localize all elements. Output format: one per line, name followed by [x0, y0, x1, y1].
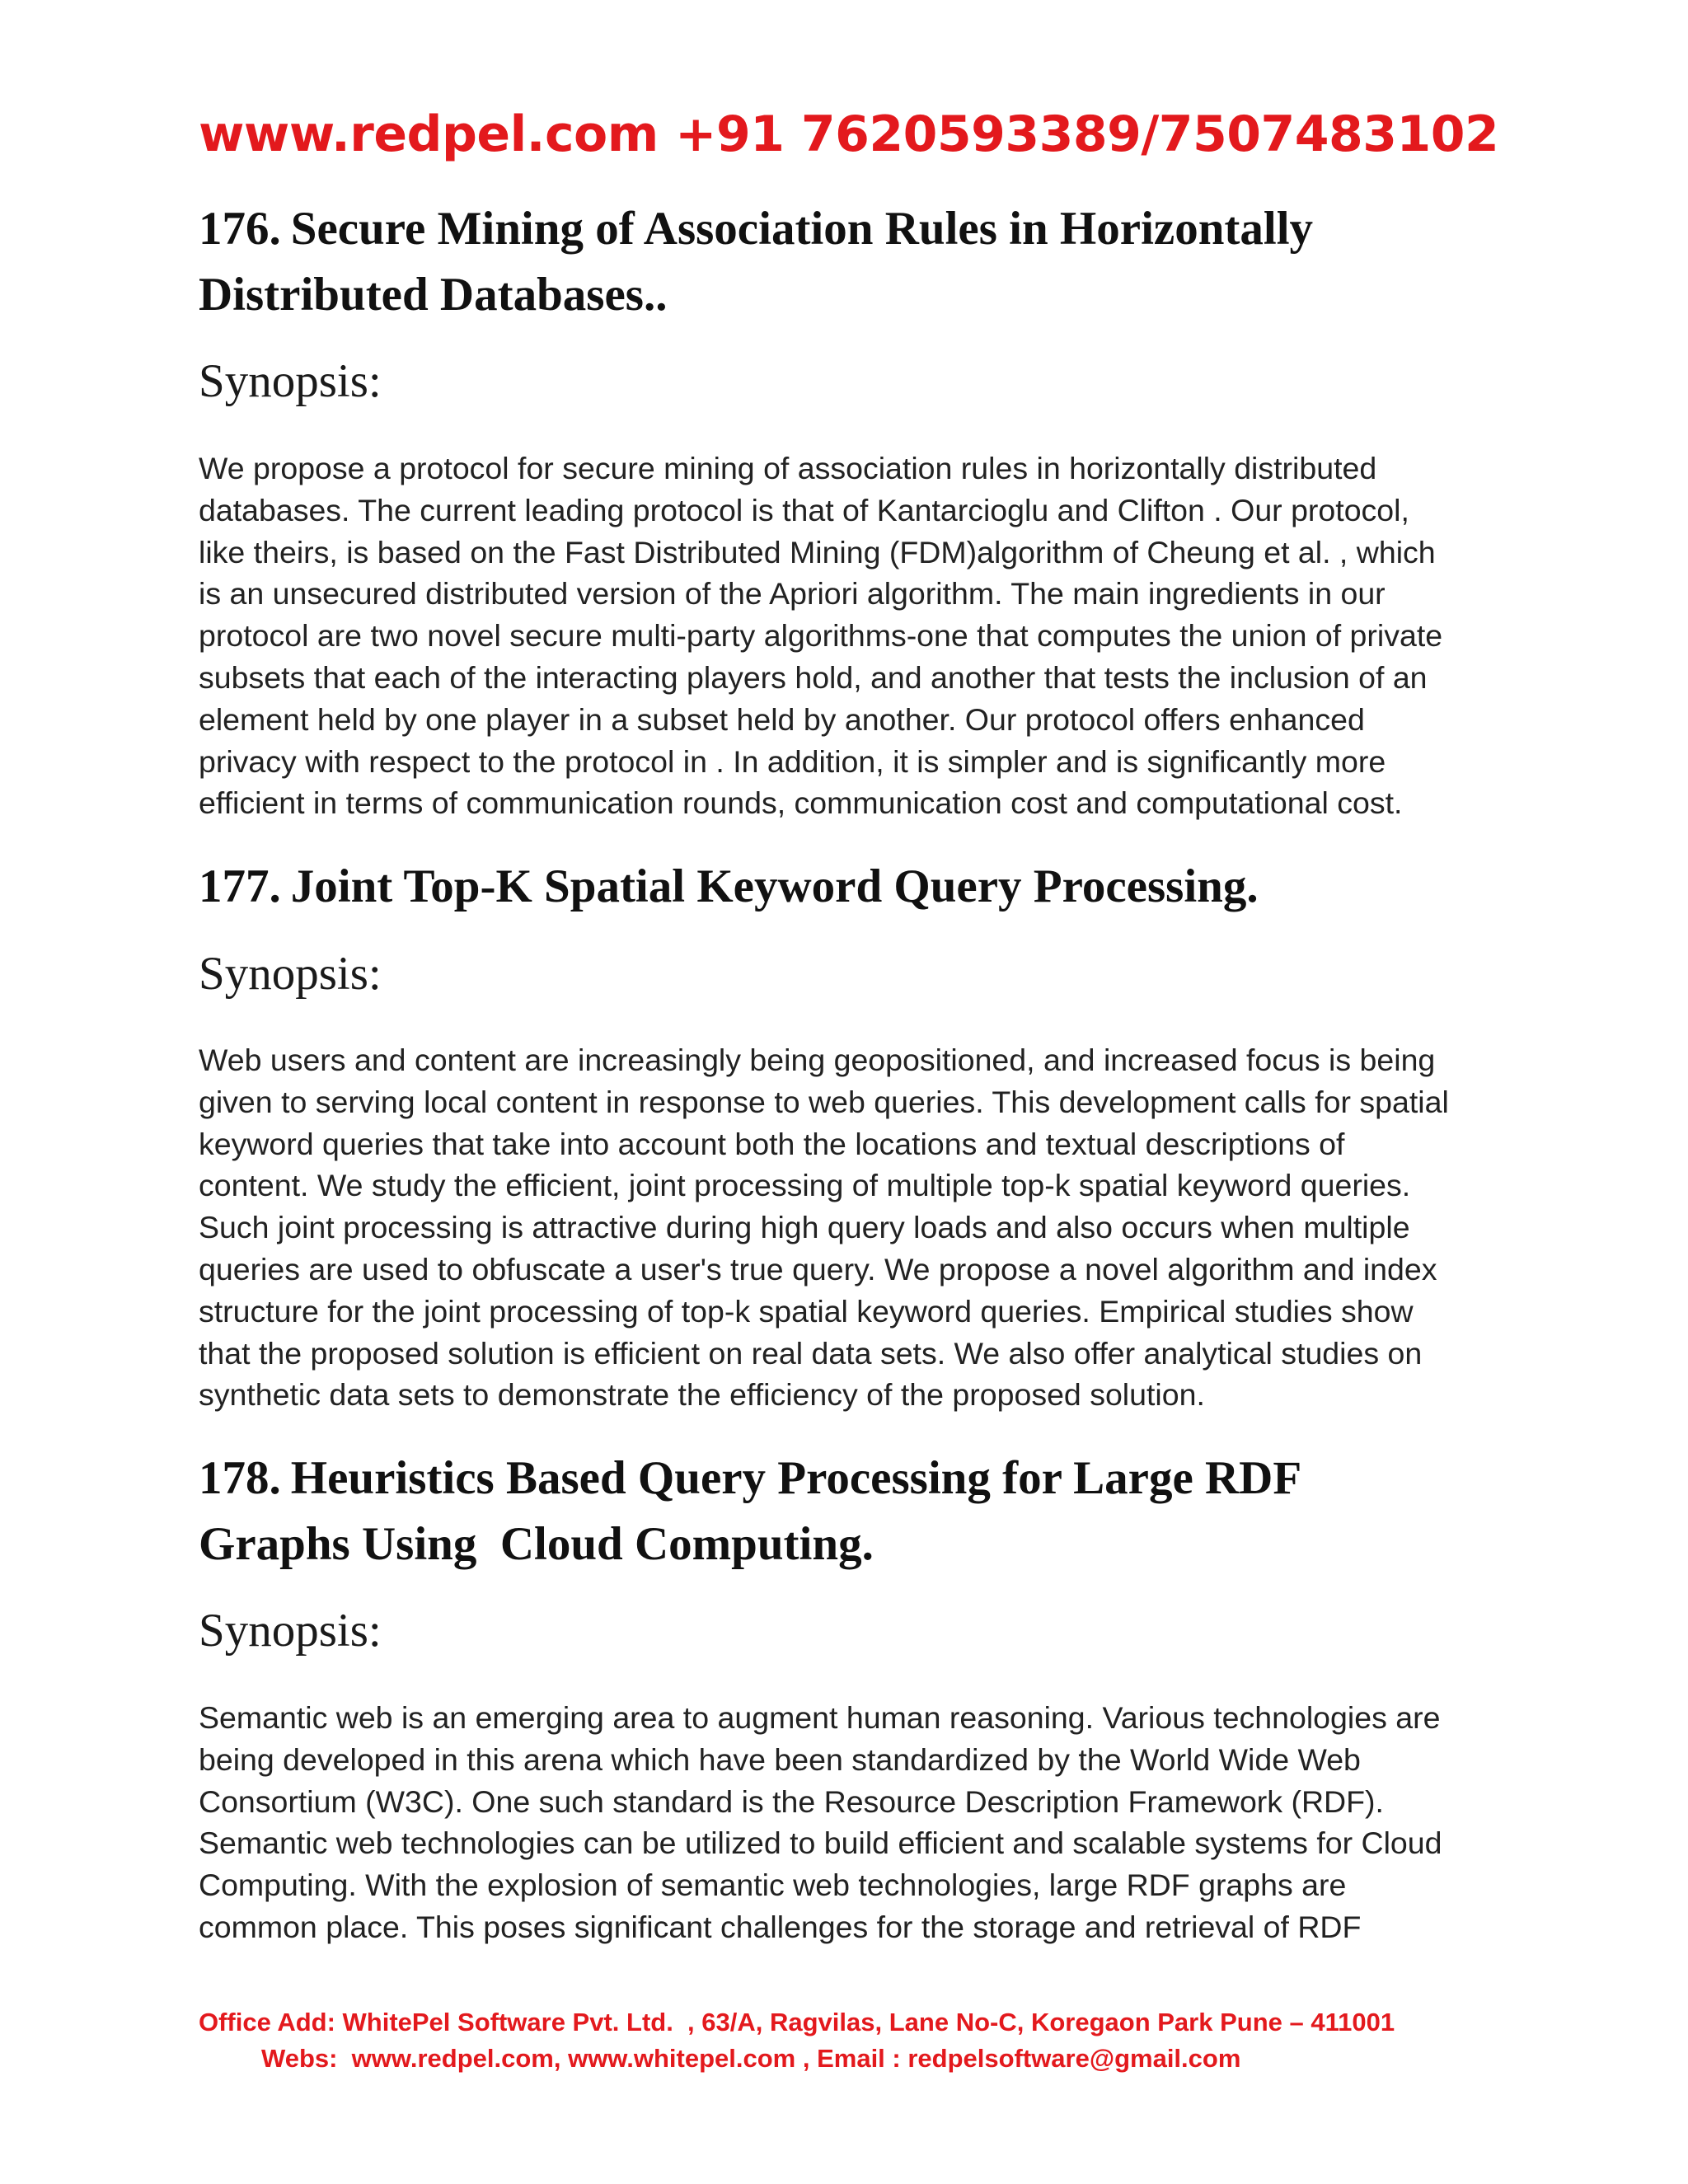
body-line: that the proposed solution is efficient on real data sets. We also offer analytical studies on [199, 1335, 1423, 1371]
section-number: 177. [199, 860, 281, 912]
body-line: privacy with respect to the protocol in . In addition, it is simpler and is significantly more [199, 743, 1386, 779]
body-line: content. We study the efficient, joint processing of multiple top-k spatial keyword queries. [199, 1168, 1411, 1203]
section-number: 176. [199, 203, 281, 255]
synopsis-body-177 [199, 1039, 1493, 1416]
body-line: Semantic web technologies can be utilized to build efficient and scalable systems for Cloud [199, 1825, 1442, 1861]
body-line: being developed in this arena which have been standardized by the World Wide Web [199, 1741, 1361, 1777]
body-line: synthetic data sets to demonstrate the efficiency of the proposed solution. [199, 1377, 1205, 1413]
body-line: queries are used to obfuscate a user's true query. We propose a novel algorithm and index [199, 1251, 1437, 1286]
synopsis-label: Synopsis: [199, 355, 382, 407]
body-line: Computing. With the explosion of semantic web technologies, large RDF graphs are [199, 1868, 1347, 1903]
section-title-177 [199, 854, 1484, 920]
body-line: given to serving local content in response to web queries. This development calls for spatial [199, 1084, 1449, 1119]
body-line: structure for the joint processing of top-k spatial keyword queries. Empirical studies show [199, 1293, 1414, 1329]
section-title-176 [199, 196, 1484, 328]
body-line: Consortium (W3C). One such standard is the Resource Description Framework (RDF). [199, 1783, 1384, 1819]
body-line: common place. This poses significant challenges for the storage and retrieval of RDF [199, 1909, 1362, 1944]
title-line: 178. Heuristics Based Query Processing for Large RDF [199, 1452, 1302, 1504]
body-line: protocol are two novel secure multi-party algorithms-one that computes the union of private [199, 618, 1443, 654]
body-line: keyword queries that take into account both the locations and textual descriptions of [199, 1126, 1345, 1161]
synopsis-body-176 [199, 448, 1493, 824]
body-line: is an unsecured distributed version of the Apriori algorithm. The main ingredients in our [199, 576, 1386, 612]
body-line: element held by one player in a subset held by another. Our protocol offers enhanced [199, 701, 1365, 737]
synopsis-body-178 [199, 1697, 1493, 1948]
footer-websites-email: Webs: www.redpel.com, www.whitepel.com , Email : redpelsoftware@gmail.com [261, 2044, 1241, 2073]
section-title-178 [199, 1446, 1484, 1577]
body-line: subsets that each of the interacting players hold, and another that tests the inclusion of an [199, 659, 1428, 695]
body-line: Semantic web is an emerging area to augment human reasoning. Various technologies are [199, 1700, 1441, 1735]
title-line: Distributed Databases.. [199, 269, 668, 321]
body-line: databases. The current leading protocol is that of Kantarcioglu and Clifton . Our protocol, [199, 492, 1409, 527]
footer-address: Office Add: WhitePel Software Pvt. Ltd. , 63/A, Ragvilas, Lane No-C, Koregaon Park Pune – 411001 [199, 2008, 1395, 2036]
title-line: 177. Joint Top-K Spatial Keyword Query Processing. [199, 860, 1259, 912]
title-line: Graphs Using Cloud Computing. [199, 1518, 874, 1570]
header-contact: www.redpel.com +91 7620593389/7507483102 [199, 105, 1499, 163]
synopsis-label: Synopsis: [199, 1605, 382, 1657]
body-line: Web users and content are increasingly being geopositioned, and increased focus is being [199, 1043, 1436, 1077]
body-line: We propose a protocol for secure mining of association rules in horizontally distributed [199, 451, 1377, 485]
synopsis-label: Synopsis: [199, 948, 382, 1000]
title-line: 176. Secure Mining of Association Rules in Horizontally [199, 203, 1314, 255]
section-number: 178. [199, 1452, 281, 1504]
body-line: Such joint processing is attractive during high query loads and also occurs when multiple [199, 1210, 1410, 1245]
body-line: efficient in terms of communication rounds, communication cost and computational cost. [199, 785, 1403, 821]
body-line: like theirs, is based on the Fast Distributed Mining (FDM)algorithm of Cheung et al. , which [199, 534, 1436, 569]
